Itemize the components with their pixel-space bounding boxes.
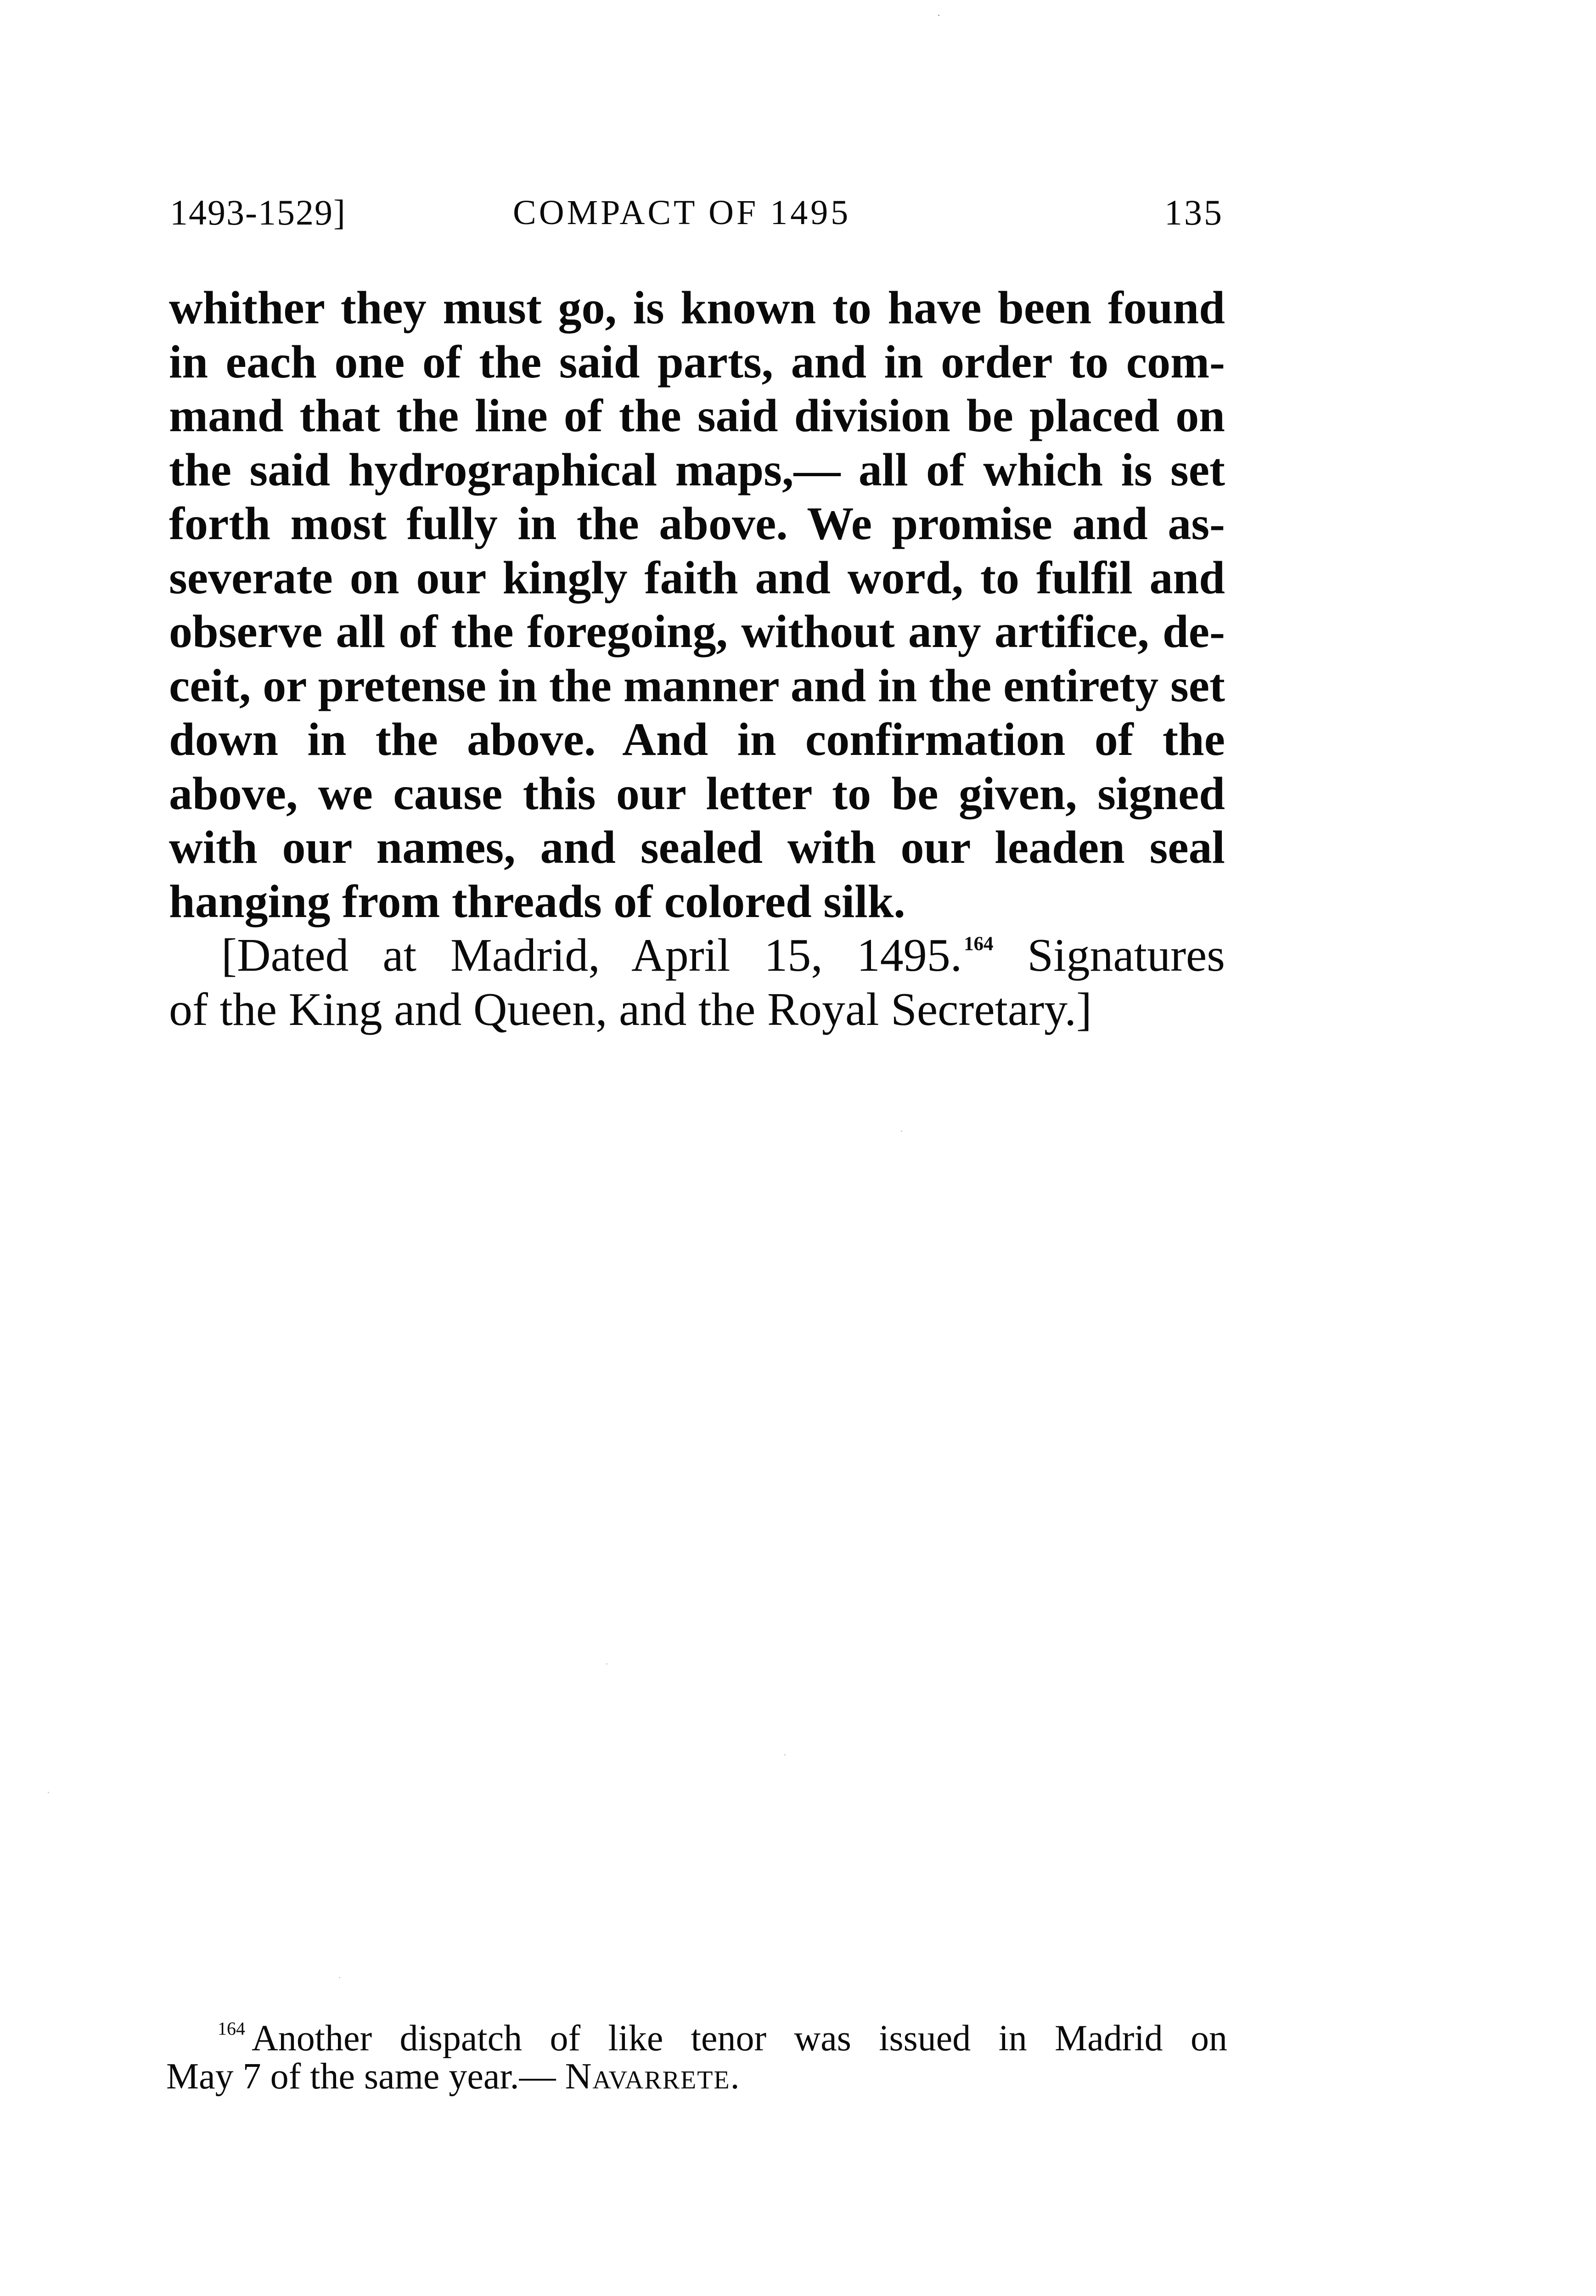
footnotes [166, 2020, 1227, 2096]
signatures-text: Signatures [1027, 929, 1225, 981]
text-line: forth most fully in the above. We promise and as- [169, 498, 1225, 550]
scan-speck [339, 1977, 340, 1978]
body-text [169, 281, 1225, 1036]
text-line: hanging from threads of colored silk. [169, 875, 905, 928]
running-header [169, 192, 1225, 233]
footnote-source: Navarrete. [565, 2056, 741, 2097]
footnote-line [166, 2058, 1227, 2096]
scan-speck [606, 1663, 607, 1665]
text-line: whither they must go, is known to have been found [169, 282, 1225, 334]
text-line: down in the above. And in confirmation of the [169, 714, 1225, 765]
scan-speck [784, 1754, 786, 1756]
footnote-text: May 7 of the same year.— [166, 2056, 565, 2097]
dated-text: [Dated at Madrid, April 15, 1495. [221, 929, 962, 981]
text-line: the said hydrographical maps,— all of which is set [169, 444, 1225, 496]
text-line: in each one of the said parts, and in order to com- [169, 336, 1225, 388]
scan-speck [48, 1792, 49, 1793]
text-line: above, we cause this our letter to be given, signed [169, 767, 1225, 820]
footnote-number: 164 [218, 2018, 245, 2039]
footnote-reference[interactable]: 164 [964, 933, 994, 955]
paragraph-dated-note [169, 929, 1225, 1036]
header-date-range: 1493-1529] [170, 192, 346, 232]
page-number: 135 [1164, 192, 1224, 232]
text-line [169, 929, 1225, 983]
text-line: observe all of the foregoing, without any artifice, de- [169, 606, 1225, 658]
header-chapter-title: COMPACT OF 1495 [513, 193, 851, 232]
scan-speck [938, 15, 939, 16]
text-line: with our names, and sealed with our leaden seal [169, 822, 1225, 873]
text-line: mand that the line of the said division be placed on [169, 390, 1225, 442]
paragraph-compact-text [169, 281, 1225, 929]
scan-speck [901, 1131, 902, 1132]
text-line: severate on our kingly faith and word, to fulfil and [169, 551, 1225, 604]
text-line: of the King and Queen, and the Royal Secretary.] [169, 983, 1092, 1035]
text-line: ceit, or pretense in the manner and in the entirety set [169, 659, 1225, 712]
footnote-text: Another dispatch of like tenor was issued in Madrid on [252, 2018, 1227, 2059]
footnote-line [166, 2020, 1227, 2058]
